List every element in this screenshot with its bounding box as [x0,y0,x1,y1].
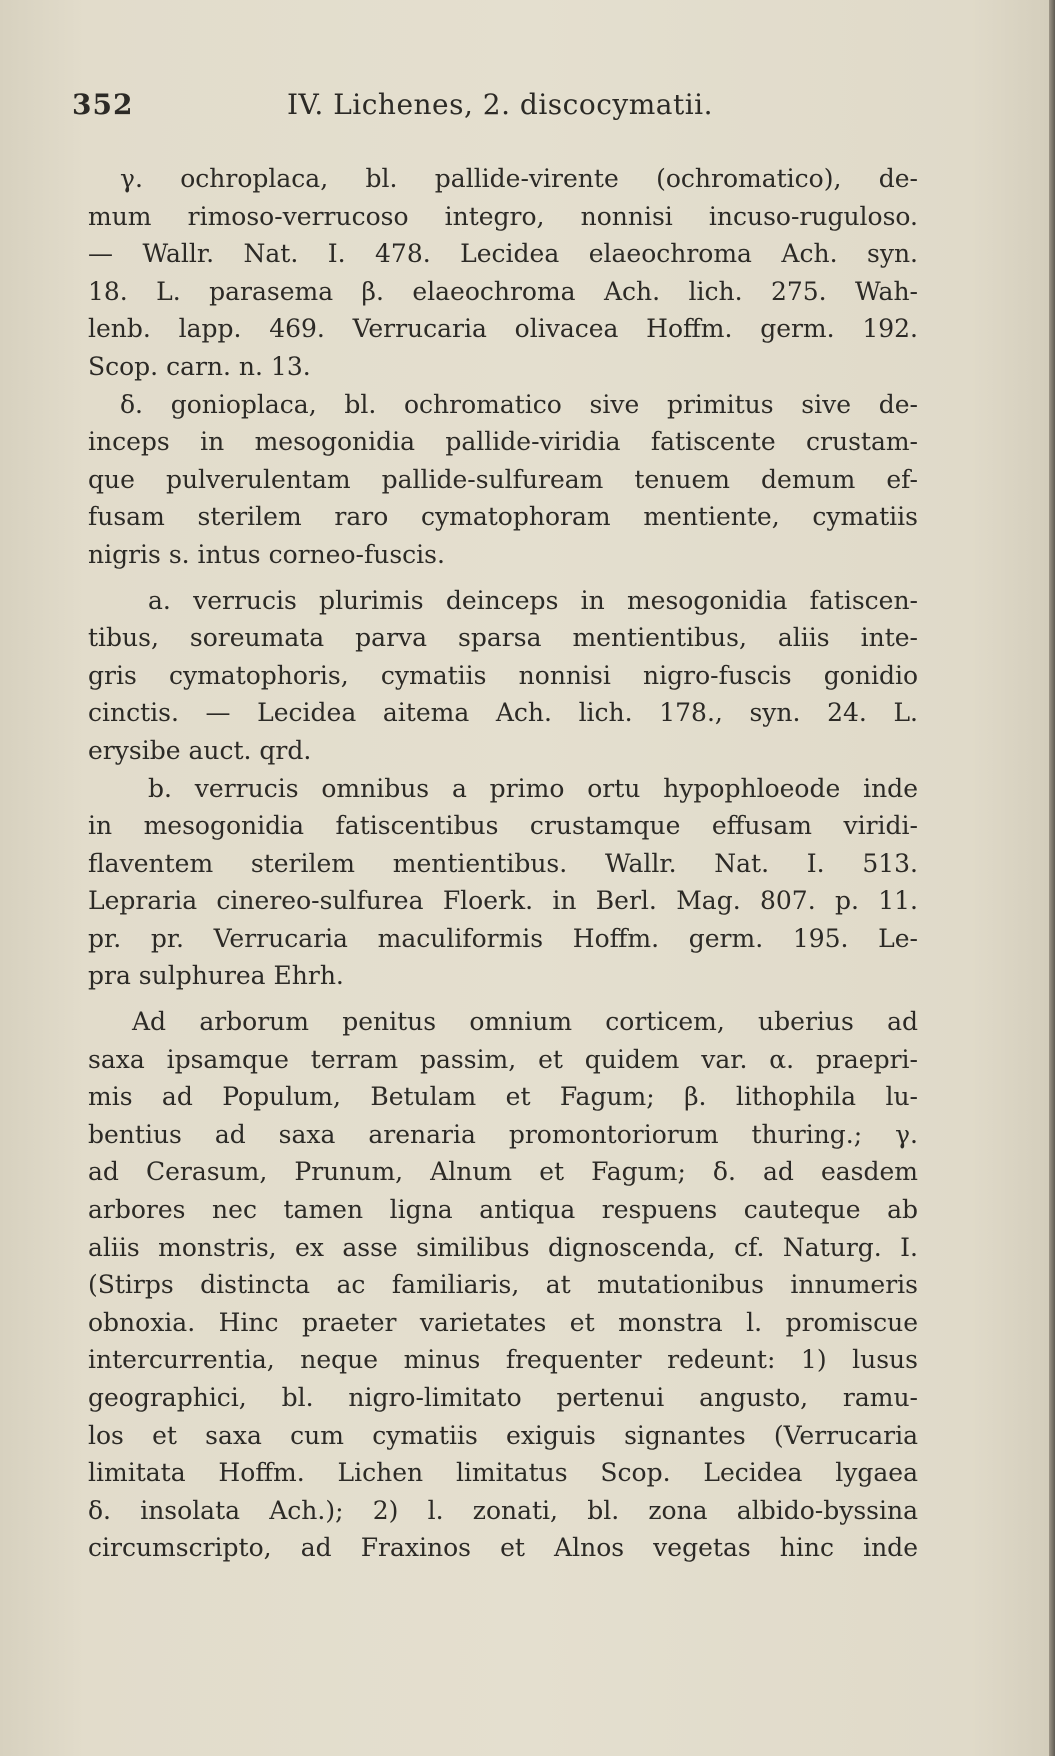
text-body [88,160,988,1567]
text-line: circumscripto, ad Fraxinos et Alnos vegetas hinc inde [88,1533,918,1563]
text-line: in mesogonidia fatiscentibus crustamque effusam viridi- [88,811,918,841]
text-line: aliis monstris, ex asse similibus dignoscenda, cf. Naturg. I. [88,1232,918,1262]
text-line: intercurrentia, neque minus frequenter redeunt: 1) lusus [88,1345,918,1375]
paragraph-gap [88,574,988,582]
text-line: Scop. carn. n. 13. [88,351,311,381]
text-line: flaventem sterilem mentientibus. Wallr. Nat. I. 513. [88,848,918,878]
text-line: nigris s. intus corneo-fuscis. [88,539,445,569]
text-line: mis ad Populum, Betulam et Fagum; β. lithophila lu- [88,1082,918,1112]
text-line: los et saxa cum cymatiis exiguis signantes (Verrucaria [88,1420,918,1450]
text-line: geographici, bl. nigro-limitato pertenui angusto, ramu- [88,1383,918,1412]
text-line: (Stirps distincta ac familiaris, at mutationibus innumeris [88,1270,918,1300]
text-line: saxa ipsamque terram passim, et quidem var. α. praepri- [88,1044,918,1074]
text-line: cinctis. — Lecidea aitema Ach. lich. 178., syn. 24. L. [88,698,918,728]
text-line: erysibe auct. qrd. [88,735,312,765]
text-line: pr. pr. Verrucaria maculiformis Hoffm. germ. 195. Le- [88,923,918,953]
text-line: 18. L. parasema β. elaeochroma Ach. lich. 275. Wah- [88,276,918,306]
page-header [72,88,892,128]
text-line: δ. insolata Ach.); 2) l. zonati, bl. zona albido-byssina [88,1495,918,1525]
text-line: tibus, soreumata parva sparsa mentientibus, aliis inte- [88,623,918,653]
text-line: lenb. lapp. 469. Verrucaria olivacea Hoffm. germ. 192. [88,314,918,344]
text-line: obnoxia. Hinc praeter varietates et monstra l. promiscue [88,1307,918,1337]
text-line: mum rimoso-verrucoso integro, nonnisi incuso-ruguloso. [88,201,918,231]
text-line: gris cymatophoris, cymatiis nonnisi nigro-fuscis gonidio [88,660,918,690]
paragraph-gap [88,995,988,1003]
text-line: b. verrucis omnibus a primo ortu hypophloeode inde [148,773,918,803]
text-line: δ. gonioplaca, bl. ochromatico sive primitus sive de- [120,389,918,419]
text-line: γ. ochroplaca, bl. pallide-virente (ochromatico), de- [120,164,918,193]
running-title: IV. Lichenes, 2. discocymatii. [287,88,714,121]
text-line: a. verrucis plurimis deinceps in mesogonidia fatiscen- [148,585,918,615]
text-line: arbores nec tamen ligna antiqua respuens cauteque ab [88,1195,918,1225]
text-line: que pulverulentam pallide-sulfuream tenuem demum ef- [88,464,918,494]
text-line: bentius ad saxa arenaria promontoriorum thuring.; γ. [88,1119,918,1149]
text-line: ad Cerasum, Prunum, Alnum et Fagum; δ. ad easdem [88,1157,918,1187]
text-line: fusam sterilem raro cymatophoram mentiente, cymatiis [88,502,918,532]
text-line: limitata Hoffm. Lichen limitatus Scop. Lecidea lygaea [88,1458,918,1488]
page-edge-shadow [1049,0,1055,1756]
text-line: pra sulphurea Ehrh. [88,961,344,991]
text-line: Ad arborum penitus omnium corticem, uberius ad [132,1007,918,1037]
text-line: Lepraria cinereo-sulfurea Floerk. in Berl. Mag. 807. p. 11. [88,886,918,916]
page-number: 352 [72,88,134,121]
text-line: — Wallr. Nat. I. 478. Lecidea elaeochroma Ach. syn. [88,239,918,269]
text-line: inceps in mesogonidia pallide-viridia fatiscente crustam- [88,427,918,457]
